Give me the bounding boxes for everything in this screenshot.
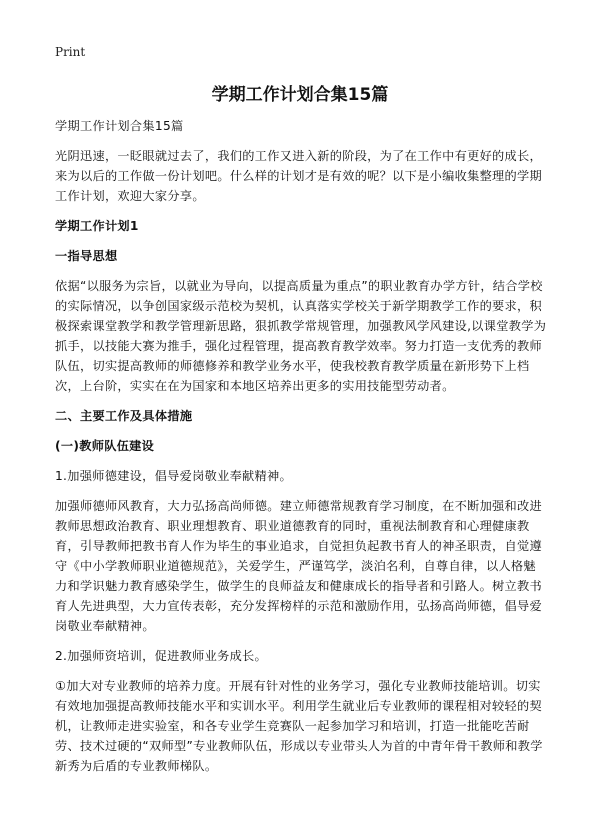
print-link[interactable]: Print — [55, 45, 86, 59]
subsection-heading-teacher-team: (一)教师队伍建设 — [55, 439, 155, 453]
document-subtitle: 学期工作计划合集15篇 — [55, 119, 184, 133]
section-heading-guiding-ideology: 一指导思想 — [55, 249, 118, 263]
item-2-heading: 2.加强师资培训，促进教师业务成长。 — [55, 649, 268, 663]
section-heading-main-work: 二、主要工作及具体措施 — [55, 409, 193, 423]
guiding-ideology-paragraph: 依据“以服务为宗旨，以就业为导向，以提高质量为重点”的职业教育办学方针，结合学校的实际情况，以争创国家级示范校为契机，认真落实学校关于新学期教学工作的要求，积极探索课堂教学和教学管理新思路，狠抓教学常规管理，加强教风学风建设,以课堂教学为抓手，以技能大赛为推手，强化过程管理，提高教育教学效率。努力打造一支优秀的教师队伍，切实提高教师的师德修养和教学业务水平，使我校教育教学质量在新形势下上档次，上台阶，实实在在为国家和本地区培养出更多的实用技能型劳动者。 — [55, 279, 547, 393]
intro-paragraph: 光阴迅速，一眨眼就过去了，我们的工作又进入新的阶段，为了在工作中有更好的成长，来为以后的工作做一份计划吧。什么样的计划才是有效的呢？以下是小编收集整理的学期工作计划，欢迎大家分享。 — [55, 149, 543, 203]
document-title: 学期工作计划合集15篇 — [211, 85, 389, 105]
document-body — [55, 116, 547, 786]
item-1-heading: 1.加强师德建设，倡导爱岗敬业奉献精神。 — [55, 469, 293, 483]
item-2-paragraph: ①加大对专业教师的培养力度。开展有针对性的业务学习，强化专业教师技能培训。切实有效地加强提高教师技能水平和实训水平。利用学生就业后专业教师的课程相对较轻的契机，让教师走进实验室，和各专业学生竞赛队一起参加学习和培训，打造一批能吃苦耐劳、技术过硬的“双师型”专业教师队伍，形成以专业带头人为首的中青年骨干教师和教学新秀为后盾的专业教师梯队。 — [55, 679, 543, 773]
item-1-paragraph: 加强师德师风教育，大力弘扬高尚师德。建立师德常规教育学习制度，在不断加强和改进教师思想政治教育、职业理想教育、职业道德教育的同时，重视法制教育和心理健康教育，引导教师把教书育人作为毕生的事业追求，自觉担负起教书育人的神圣职责，自觉遵守《中小学教师职业道德规范》，关爱学生，严谨笃学，淡泊名利，自尊自律，以人格魅力和学识魅力教育感染学生，做学生的良师益友和健康成长的指导者和引路人。树立教书育人先进典型，大力宣传表彰，充分发挥榜样的示范和激励作用，弘扬高尚师德，倡导爱岗敬业奉献精神。 — [55, 499, 543, 633]
plan-heading: 学期工作计划1 — [55, 219, 139, 233]
